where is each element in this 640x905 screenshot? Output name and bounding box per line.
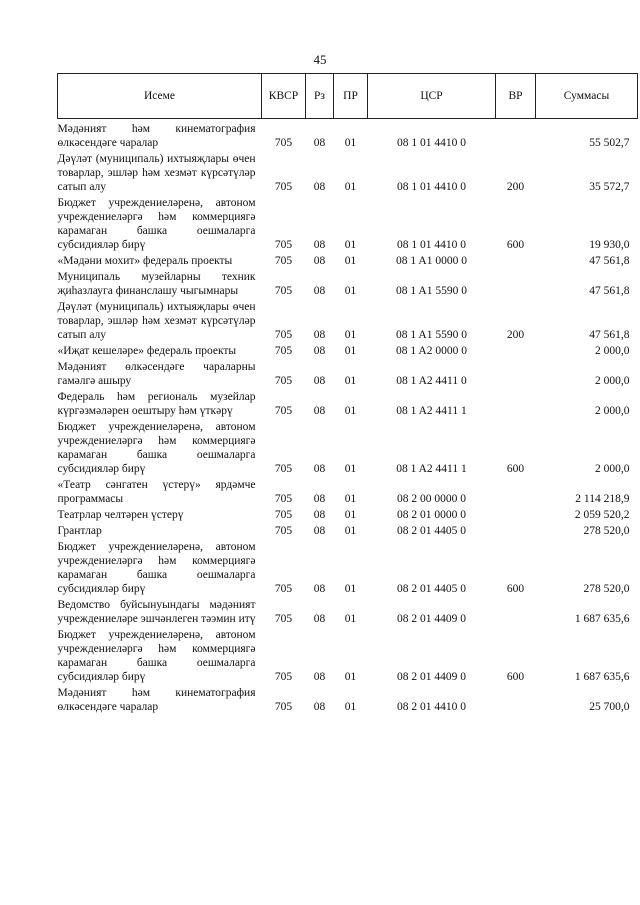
cell-vr: 600 — [506, 671, 525, 683]
cell-name: Бюджет учреждениеләренә, автоном учреждениеләргә һәм коммерциягә карамаган башка оешмаларга субсидияләр бирү — [57, 629, 256, 683]
cell-name: Бюджет учреждениеләренә, автоном учреждениеләргә һәм коммерциягә карамаган башка оешмаларга субсидияләр бирү — [57, 421, 256, 475]
cell-vr — [496, 478, 536, 508]
cell-rz: 08 — [313, 525, 326, 537]
cell-pr: 01 — [344, 181, 357, 193]
cell-rz: 08 — [313, 405, 326, 417]
cell-pr: 01 — [344, 329, 357, 341]
table-row — [58, 196, 638, 254]
cell-pr: 01 — [344, 671, 357, 683]
cell-name: Дәүләт (муниципаль) ихтыяҗлары өчен товарлар, эшләр һәм хезмәт күрсәтүләр сатып алу — [57, 153, 256, 193]
cell-pr: 01 — [344, 255, 357, 267]
cell-name: Муниципаль музейларны техник җиһазлауга финанслашу чыгымнары — [57, 271, 256, 297]
cell-name: Мәдәният һәм кинематография өлкәсендәге чаралар — [57, 687, 256, 713]
cell-kvsr: 705 — [274, 613, 293, 625]
cell-csr: 08 1 A2 0000 0 — [396, 345, 467, 357]
table-header-row — [58, 74, 638, 119]
cell-name: «Мәдәни мохит» федераль проекты — [57, 255, 233, 267]
cell-sum: 1 687 635,6 — [574, 613, 630, 625]
cell-vr: 200 — [506, 329, 525, 341]
cell-pr: 01 — [344, 345, 357, 357]
cell-sum: 2 000,0 — [595, 375, 630, 387]
table-row — [58, 686, 638, 716]
cell-csr: 08 1 A1 0000 0 — [396, 255, 467, 267]
cell-pr: 01 — [344, 375, 357, 387]
cell-name: Театрлар челтәрен үстерү — [57, 509, 184, 521]
cell-name: Грантлар — [57, 525, 102, 537]
cell-pr: 01 — [344, 137, 357, 149]
cell-sum: 2 059 520,2 — [574, 509, 630, 521]
cell-vr — [496, 360, 536, 390]
table-row — [58, 300, 638, 344]
cell-csr: 08 1 A2 4411 1 — [396, 405, 467, 417]
cell-kvsr: 705 — [274, 345, 293, 357]
cell-kvsr: 705 — [274, 671, 293, 683]
cell-kvsr: 705 — [274, 239, 293, 251]
table-row — [58, 152, 638, 196]
cell-kvsr: 705 — [274, 285, 293, 297]
cell-csr: 08 1 A2 4411 1 — [396, 463, 467, 475]
cell-csr: 08 2 01 4409 0 — [397, 671, 466, 683]
header-vr: ВР — [496, 74, 536, 119]
cell-sum: 55 502,7 — [589, 137, 630, 149]
table-row — [58, 390, 638, 420]
cell-csr: 08 1 A1 5590 0 — [396, 285, 467, 297]
cell-name: Дәүләт (муниципаль) ихтыяҗлары өчен товарлар, эшләр һәм хезмәт күрсәтүләр сатып алу — [57, 301, 256, 341]
cell-vr: 600 — [506, 463, 525, 475]
cell-kvsr: 705 — [274, 463, 293, 475]
cell-kvsr: 705 — [274, 181, 293, 193]
table-row — [58, 254, 638, 270]
cell-pr: 01 — [344, 463, 357, 475]
cell-vr — [496, 508, 536, 524]
cell-csr: 08 1 01 4410 0 — [397, 239, 466, 251]
cell-rz: 08 — [313, 613, 326, 625]
cell-rz: 08 — [313, 671, 326, 683]
cell-vr — [496, 344, 536, 360]
cell-rz: 08 — [313, 181, 326, 193]
cell-rz: 08 — [313, 375, 326, 387]
table-row — [58, 420, 638, 478]
page-number: 45 — [313, 52, 327, 67]
header-pr: ПР — [334, 74, 368, 119]
budget-table — [57, 73, 638, 716]
table-row — [58, 598, 638, 628]
cell-sum: 2 000,0 — [595, 345, 630, 357]
cell-sum: 2 000,0 — [595, 463, 630, 475]
cell-name: «Театр сәнгатен үстерү» ярдәмче программасы — [57, 479, 256, 505]
cell-pr: 01 — [344, 583, 357, 595]
cell-vr — [496, 270, 536, 300]
table-row — [58, 628, 638, 686]
cell-pr: 01 — [344, 239, 357, 251]
cell-pr: 01 — [344, 405, 357, 417]
cell-sum: 19 930,0 — [589, 239, 630, 251]
cell-vr — [496, 254, 536, 270]
cell-rz: 08 — [313, 137, 326, 149]
cell-kvsr: 705 — [274, 509, 293, 521]
cell-pr: 01 — [344, 285, 357, 297]
cell-name: Бюджет учреждениеләренә, автоном учреждениеләргә һәм коммерциягә карамаган башка оешмаларга субсидияләр бирү — [57, 541, 256, 595]
cell-name: Мәдәният һәм кинематография өлкәсендәге чаралар — [57, 123, 256, 149]
table-row — [58, 360, 638, 390]
cell-sum: 47 561,8 — [589, 329, 630, 341]
cell-vr — [496, 686, 536, 716]
cell-rz: 08 — [313, 329, 326, 341]
cell-kvsr: 705 — [274, 137, 293, 149]
cell-csr: 08 2 01 4405 0 — [397, 525, 466, 537]
header-rz: Рз — [306, 74, 334, 119]
cell-sum: 1 687 635,6 — [574, 671, 630, 683]
cell-pr: 01 — [344, 493, 357, 505]
header-csr: ЦСР — [368, 74, 496, 119]
cell-kvsr: 705 — [274, 405, 293, 417]
cell-sum: 35 572,7 — [589, 181, 630, 193]
cell-sum: 47 561,8 — [589, 255, 630, 267]
cell-pr: 01 — [344, 613, 357, 625]
cell-csr: 08 1 01 4410 0 — [397, 137, 466, 149]
cell-name: Бюджет учреждениеләренә, автоном учреждениеләргә һәм коммерциягә карамаган башка оешмаларга субсидияләр бирү — [57, 197, 256, 251]
cell-csr: 08 2 01 4405 0 — [397, 583, 466, 595]
header-kvsr: КВСР — [262, 74, 306, 119]
cell-sum: 278 520,0 — [583, 525, 630, 537]
table-row — [58, 270, 638, 300]
cell-vr — [496, 119, 536, 153]
header-sum: Суммасы — [536, 74, 638, 119]
cell-csr: 08 2 01 4410 0 — [397, 701, 466, 713]
cell-rz: 08 — [313, 255, 326, 267]
cell-vr: 600 — [506, 239, 525, 251]
table-row — [58, 508, 638, 524]
cell-kvsr: 705 — [274, 525, 293, 537]
cell-vr — [496, 598, 536, 628]
cell-vr — [496, 390, 536, 420]
table-row — [58, 344, 638, 360]
cell-csr: 08 1 01 4410 0 — [397, 181, 466, 193]
cell-sum: 25 700,0 — [589, 701, 630, 713]
header-name: Исеме — [58, 74, 262, 119]
cell-name: «Иҗат кешеләре» федераль проекты — [57, 345, 237, 357]
cell-sum: 2 114 218,9 — [575, 493, 630, 505]
cell-kvsr: 705 — [274, 329, 293, 341]
cell-rz: 08 — [313, 285, 326, 297]
cell-rz: 08 — [313, 701, 326, 713]
cell-rz: 08 — [313, 509, 326, 521]
cell-pr: 01 — [344, 509, 357, 521]
cell-rz: 08 — [313, 239, 326, 251]
cell-csr: 08 1 A1 5590 0 — [396, 329, 467, 341]
table-row — [58, 478, 638, 508]
cell-vr: 200 — [506, 181, 525, 193]
cell-vr: 600 — [506, 583, 525, 595]
cell-pr: 01 — [344, 525, 357, 537]
cell-csr: 08 2 01 0000 0 — [397, 509, 466, 521]
cell-csr: 08 1 A2 4411 0 — [396, 375, 467, 387]
cell-name: Ведомство буйсынуындагы мәдәният учреждениеләре эшчәнлеген тәэмин итү — [57, 599, 256, 625]
cell-name: Федераль һәм региональ музейлар күргәзмәләрен оештыру һәм үткәрү — [57, 391, 256, 417]
cell-csr: 08 2 00 0000 0 — [397, 493, 466, 505]
cell-kvsr: 705 — [274, 255, 293, 267]
cell-kvsr: 705 — [274, 375, 293, 387]
table-row — [58, 119, 638, 153]
cell-rz: 08 — [313, 463, 326, 475]
cell-name: Мәдәният өлкәсендәге чараларны гамәлгә ашыру — [57, 361, 256, 387]
cell-rz: 08 — [313, 493, 326, 505]
cell-kvsr: 705 — [274, 583, 293, 595]
cell-sum: 2 000,0 — [595, 405, 630, 417]
cell-sum: 47 561,8 — [589, 285, 630, 297]
cell-rz: 08 — [313, 583, 326, 595]
table-row — [58, 540, 638, 598]
cell-vr — [496, 524, 536, 540]
cell-csr: 08 2 01 4409 0 — [397, 613, 466, 625]
table-body — [58, 119, 638, 717]
cell-kvsr: 705 — [274, 493, 293, 505]
table-row — [58, 524, 638, 540]
cell-kvsr: 705 — [274, 701, 293, 713]
cell-rz: 08 — [313, 345, 326, 357]
cell-pr: 01 — [344, 701, 357, 713]
cell-sum: 278 520,0 — [583, 583, 630, 595]
